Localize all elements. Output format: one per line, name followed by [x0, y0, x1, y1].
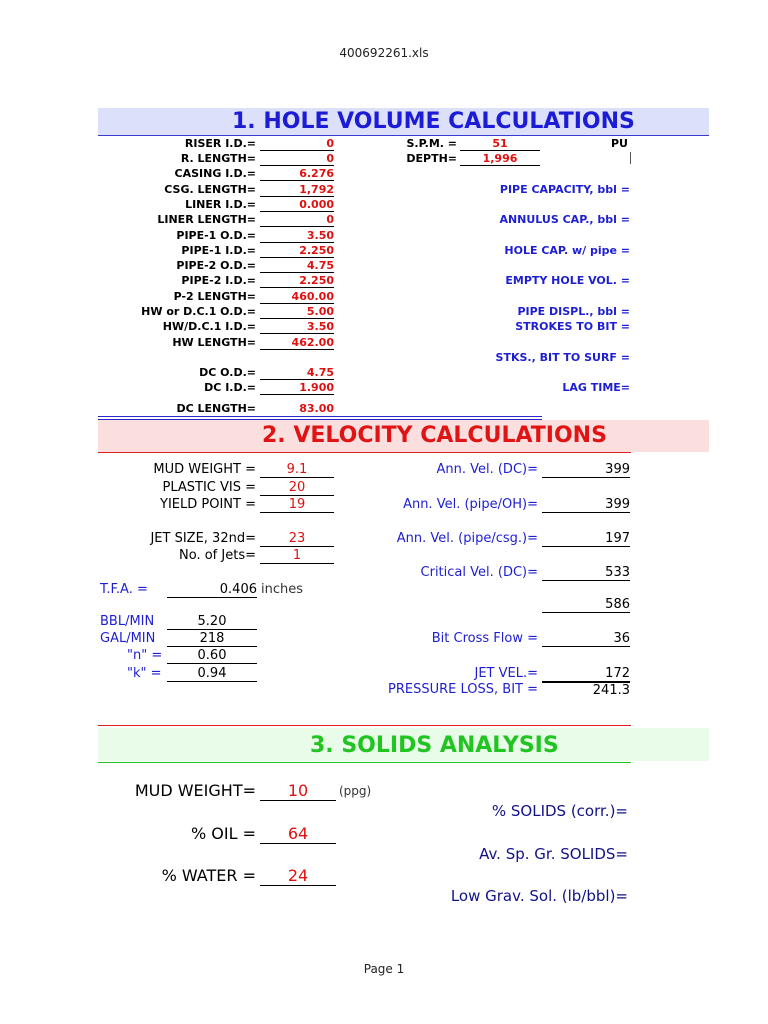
- water-percent-value[interactable]: 24: [260, 866, 336, 886]
- ann-vel-pipe-csg-label: Ann. Vel. (pipe/csg.)=: [396, 531, 538, 546]
- hw-length-label: HW LENGTH=: [172, 336, 256, 349]
- lag-time-label: LAG TIME=: [562, 381, 630, 394]
- dc-id-label: DC I.D.=: [204, 381, 256, 394]
- dc-od-value[interactable]: 4.75: [260, 366, 334, 380]
- strokes-bit-to-surface-label: STKS., BIT TO SURF =: [495, 351, 630, 364]
- pipe1-od-label: PIPE-1 O.D.=: [176, 229, 256, 242]
- pump-label-fragment: PU: [611, 137, 628, 150]
- solids-mud-weight-label: MUD WEIGHT=: [134, 781, 256, 800]
- mud-weight-label: MUD WEIGHT =: [153, 462, 256, 477]
- critical-vel-dc-label: Critical Vel. (DC)=: [420, 565, 538, 580]
- riser-length-value[interactable]: 0: [260, 152, 334, 166]
- mud-weight-value[interactable]: 9.1: [260, 462, 334, 478]
- jet-size-label: JET SIZE, 32nd=: [150, 531, 256, 546]
- k-value[interactable]: 0.94: [167, 666, 257, 682]
- jet-size-value[interactable]: 23: [260, 531, 334, 547]
- cell-tick: [630, 152, 631, 164]
- section-divider: [98, 762, 631, 763]
- spm-value[interactable]: 51: [460, 137, 540, 151]
- liner-id-value[interactable]: 0.000: [260, 198, 334, 212]
- tfa-value[interactable]: 0.406: [167, 582, 257, 598]
- yield-point-value[interactable]: 19: [260, 497, 334, 513]
- number-of-jets-label: No. of Jets=: [179, 548, 256, 563]
- strokes-to-bit-label: STROKES TO BIT =: [515, 320, 630, 333]
- pipe2-od-value[interactable]: 4.75: [260, 259, 334, 273]
- pipe1-id-value[interactable]: 2.250: [260, 244, 334, 258]
- bbl-per-min-value[interactable]: 5.20: [167, 614, 257, 630]
- section-2-title: 2. VELOCITY CALCULATIONS: [98, 420, 709, 452]
- pipe2-id-value[interactable]: 2.250: [260, 274, 334, 288]
- page-number: Page 1: [363, 962, 405, 976]
- water-percent-label: % WATER =: [161, 866, 256, 885]
- k-label: "k" =: [127, 666, 162, 681]
- dc-id-value[interactable]: 1.900: [260, 381, 334, 395]
- liner-id-label: LINER I.D.=: [185, 198, 256, 211]
- ann-vel-dc-value[interactable]: 399: [542, 462, 630, 478]
- plastic-vis-label: PLASTIC VIS =: [162, 480, 256, 495]
- file-name: 400692261.xls: [339, 46, 429, 60]
- hw-dc1-id-value[interactable]: 3.50: [260, 320, 334, 334]
- section-divider: [98, 725, 631, 726]
- liner-length-value[interactable]: 0: [260, 213, 334, 227]
- ann-vel-dc-label: Ann. Vel. (DC)=: [436, 462, 538, 477]
- critical-vel-second-value[interactable]: 586: [542, 597, 630, 613]
- bit-cross-flow-label: Bit Cross Flow =: [431, 631, 538, 646]
- pipe1-od-value[interactable]: 3.50: [260, 229, 334, 243]
- casing-id-label: CASING I.D.=: [174, 167, 256, 180]
- tfa-unit: inches: [261, 582, 304, 597]
- jet-velocity-value[interactable]: 172: [542, 666, 630, 682]
- p2-length-label: P-2 LENGTH=: [173, 290, 256, 303]
- p2-length-value[interactable]: 460.00: [260, 290, 334, 304]
- depth-label: DEPTH=: [406, 152, 457, 165]
- riser-id-label: RISER I.D.=: [184, 137, 256, 150]
- riser-id-value[interactable]: 0: [260, 137, 334, 151]
- pipe-displacement-label: PIPE DISPL., bbl =: [517, 305, 630, 318]
- hw-dc1-id-label: HW/D.C.1 I.D.=: [162, 320, 256, 333]
- hw-length-value[interactable]: 462.00: [260, 336, 334, 350]
- oil-percent-value[interactable]: 64: [260, 824, 336, 844]
- hw-dc1-od-value[interactable]: 5.00: [260, 305, 334, 319]
- number-of-jets-value[interactable]: 1: [260, 548, 334, 564]
- section-divider: [98, 452, 631, 453]
- gal-per-min-label: GAL/MIN: [100, 631, 156, 646]
- critical-vel-dc-value[interactable]: 533: [542, 565, 630, 581]
- casing-length-label: CSG. LENGTH=: [164, 183, 256, 196]
- ppg-unit: (ppg): [339, 784, 372, 798]
- empty-hole-volume-label: EMPTY HOLE VOL. =: [505, 274, 630, 287]
- pressure-loss-bit-label: PRESSURE LOSS, BIT =: [388, 682, 538, 697]
- dc-od-label: DC O.D.=: [199, 366, 256, 379]
- yield-point-label: YIELD POINT =: [160, 497, 256, 512]
- oil-percent-label: % OIL =: [190, 824, 256, 843]
- solids-mud-weight-value[interactable]: 10: [260, 781, 336, 801]
- n-label: "n" =: [127, 648, 163, 663]
- liner-length-label: LINER LENGTH=: [157, 213, 256, 226]
- section-1-title: 1. HOLE VOLUME CALCULATIONS: [98, 108, 709, 136]
- dc-length-label: DC LENGTH=: [176, 402, 256, 415]
- riser-length-label: R. LENGTH=: [180, 152, 256, 165]
- low-grav-solids-label: Low Grav. Sol. (lb/bbl)=: [450, 887, 628, 905]
- pipe-capacity-label: PIPE CAPACITY, bbl =: [499, 183, 630, 196]
- annulus-capacity-label: ANNULUS CAP., bbl =: [499, 213, 630, 226]
- depth-value[interactable]: 1,996: [460, 152, 540, 166]
- section-divider: [98, 416, 542, 417]
- pipe1-id-label: PIPE-1 I.D.=: [181, 244, 256, 257]
- hole-capacity-label: HOLE CAP. w/ pipe =: [504, 244, 630, 257]
- casing-length-value[interactable]: 1,792: [260, 183, 334, 197]
- bit-cross-flow-value[interactable]: 36: [542, 631, 630, 647]
- ann-vel-pipe-oh-value[interactable]: 399: [542, 497, 630, 513]
- section-3-title: 3. SOLIDS ANALYSIS: [98, 728, 709, 761]
- n-value[interactable]: 0.60: [167, 648, 257, 664]
- jet-velocity-label: JET VEL.=: [474, 666, 538, 681]
- casing-id-value[interactable]: 6.276: [260, 167, 334, 181]
- ann-vel-pipe-oh-label: Ann. Vel. (pipe/OH)=: [403, 497, 538, 512]
- pipe2-id-label: PIPE-2 I.D.=: [181, 274, 256, 287]
- gal-per-min-value[interactable]: 218: [167, 631, 257, 647]
- plastic-vis-value[interactable]: 20: [260, 480, 334, 496]
- pressure-loss-bit-value[interactable]: 241.3: [542, 682, 630, 698]
- pipe2-od-label: PIPE-2 O.D.=: [176, 259, 256, 272]
- solids-corr-label: % SOLIDS (corr.)=: [491, 802, 628, 820]
- tfa-label: T.F.A. =: [100, 582, 148, 597]
- ann-vel-pipe-csg-value[interactable]: 197: [542, 531, 630, 547]
- bbl-per-min-label: BBL/MIN: [100, 614, 155, 629]
- avg-sp-gr-solids-label: Av. Sp. Gr. SOLIDS=: [479, 845, 628, 863]
- dc-length-value[interactable]: 83.00: [299, 402, 334, 415]
- spm-label: S.P.M. =: [406, 137, 457, 150]
- hw-dc1-od-label: HW or D.C.1 O.D.=: [141, 305, 256, 318]
